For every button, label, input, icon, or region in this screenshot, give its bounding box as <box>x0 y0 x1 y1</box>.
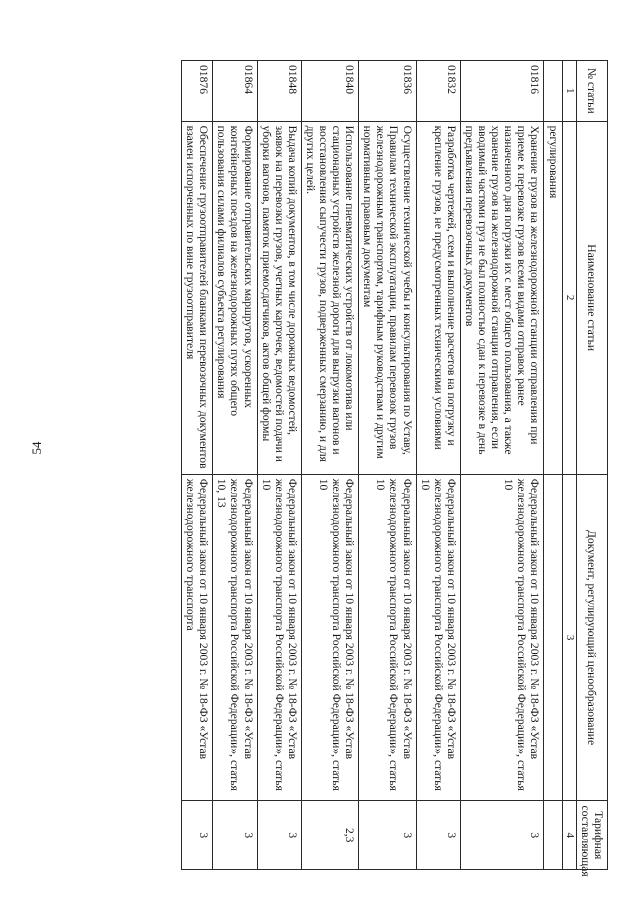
page-number: 54 <box>29 441 44 455</box>
article-name: Использование пневматических устройств от локомотива или стационарных устройств железной дороги для выгрузки вагонов и восстановления сыпучести грузов, подверженных смерзанию, и для других целей. <box>301 121 358 474</box>
tariff-component: 3 <box>460 801 544 870</box>
tariff-component: 3 <box>359 801 416 870</box>
continuation-row <box>544 61 563 870</box>
pricing-document: Федеральный закон от 10 января 2003 г. № 18-ФЗ «Устав железнодорожного транспорта Российской Федерации», статья 10 <box>416 474 460 801</box>
table-row <box>460 61 544 870</box>
article-number: 01876 <box>182 61 213 122</box>
continuation-number-cell <box>544 61 563 122</box>
column-number: 4 <box>563 801 576 870</box>
tariff-component: 2,3 <box>301 801 358 870</box>
table-row <box>182 61 213 870</box>
pricing-document: Федеральный закон от 10 января 2003 г. № 18-ФЗ «Устав железнодорожного транспорта Российской Федерации», статья 10 <box>359 474 416 801</box>
table-row <box>359 61 416 870</box>
header-pricing-document: Документ, регулирующий ценообразование <box>576 474 607 801</box>
table-header-row <box>576 61 607 870</box>
table-row <box>213 61 257 870</box>
tariff-table-page <box>60 60 608 877</box>
column-number: 3 <box>563 474 576 801</box>
article-name: Разработка чертежей, схем и выполнение расчетов на погрузку и крепление грузов, не предусмотренных техническими условиями <box>416 121 460 474</box>
continuation-name-cell: регулирования <box>544 121 563 474</box>
column-number: 2 <box>563 121 576 474</box>
pricing-document: Федеральный закон от 10 января 2003 г. № 18-ФЗ «Устав железнодорожного транспорта <box>182 474 213 801</box>
pricing-document: Федеральный закон от 10 января 2003 г. № 18-ФЗ «Устав железнодорожного транспорта Российской Федерации», статья 10, 13 <box>213 474 257 801</box>
tariff-component: 3 <box>257 801 301 870</box>
article-number: 01864 <box>213 61 257 122</box>
column-number: 1 <box>563 61 576 122</box>
article-number: 01836 <box>359 61 416 122</box>
article-number: 01848 <box>257 61 301 122</box>
article-name: Выдача копий документов, в том числе дорожных ведомостей, заявок на перевозки грузов, учетных карточек, ведомостей подачи и уборки вагонов, памяток приемосдатчиков, актов общей формы <box>257 121 301 474</box>
tariff-component: 3 <box>182 801 213 870</box>
continuation-tariff-cell <box>544 801 563 870</box>
pricing-document: Федеральный закон от 10 января 2003 г. № 18-ФЗ «Устав железнодорожного транспорта Российской Федерации», статья 10 <box>301 474 358 801</box>
table-row <box>257 61 301 870</box>
tariff-table <box>181 60 608 877</box>
header-article-number: № статьи <box>576 61 607 122</box>
tariff-component: 3 <box>416 801 460 870</box>
header-tariff-component: Тарифная составляющая <box>576 801 607 870</box>
column-number-row <box>563 61 576 870</box>
table-row <box>301 61 358 870</box>
article-name: Формирование отправительских маршрутов, ускоренных контейнерных поездов на железнодорожных путях общего пользования силами филиалов субъекта регулирования <box>213 121 257 474</box>
tariff-component: 3 <box>213 801 257 870</box>
article-number: 01816 <box>460 61 544 122</box>
pricing-document: Федеральный закон от 10 января 2003 г. № 18-ФЗ «Устав железнодорожного транспорта Российской Федерации», статья 10 <box>460 474 544 801</box>
article-number: 01840 <box>301 61 358 122</box>
header-article-name: Наименование статьи <box>576 121 607 474</box>
article-number: 01832 <box>416 61 460 122</box>
table-row <box>416 61 460 870</box>
article-name: Обеспечение грузоотправителей бланками перевозочных документов взамен испорченных по вине грузоотправителя <box>182 121 213 474</box>
continuation-doc-cell <box>544 474 563 801</box>
article-name: Хранение грузов на железнодорожной станции отправления при приеме к перевозке грузов всеми видами отправок ранее назначенного дня погрузки их с мест общего пользования, а также хранение грузов на железнодорожной станции отправления, если вводимый частями груз не был полностью сдан к перевозке в день предъявления перевозочных документов <box>460 121 544 474</box>
article-name: Осуществление технической учебы и консультирования по Уставу, Правилам технической эксплуатации, правилам перевозок грузов железнодорожным транспортом, тарифным руководствам и другим нормативным правовым документам <box>359 121 416 474</box>
pricing-document: Федеральный закон от 10 января 2003 г. № 18-ФЗ «Устав железнодорожного транспорта Российской Федерации», статья 10 <box>257 474 301 801</box>
